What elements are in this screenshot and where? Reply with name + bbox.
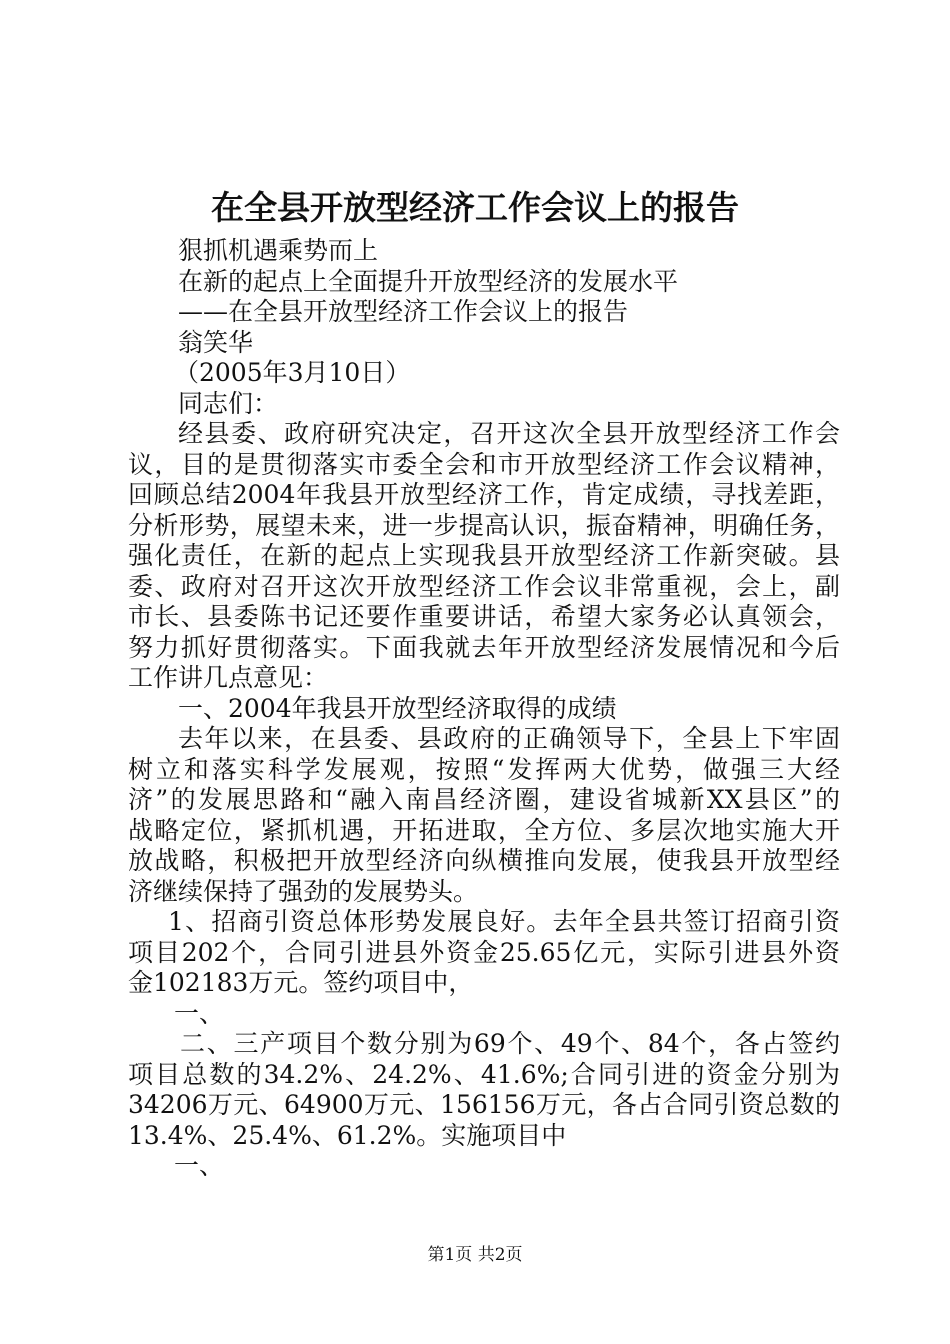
report-date: （2005年3月10日） <box>174 358 411 387</box>
paragraph-line: 战略定位，紧抓机遇，开拓进取，全方位、多层次地实施大开 <box>128 815 840 845</box>
paragraph-overview <box>128 724 840 907</box>
page-footer: 第1页 共2页 <box>427 1245 523 1265</box>
subtitle-line: ——在全县开放型经济工作会议上的报告 <box>178 297 629 326</box>
paragraph-line: 委、政府对召开这次开放型经济工作会议非常重视，会上，副 <box>128 571 840 601</box>
paragraph-line: 金102183万元。签约项目中， <box>128 968 474 997</box>
paragraph-line: 放战略，积极把开放型经济向纵横推向发展，使我县开放型经 <box>128 846 840 875</box>
fragment-line: 一、 <box>174 1151 225 1180</box>
paragraph-line: 去年以来，在县委、县政府的正确领导下，全县上下牢固 <box>178 724 840 753</box>
paragraph-line: 经县委、政府研究决定，召开这次全县开放型经济工作会 <box>178 419 840 448</box>
paragraph-line: 工作讲几点意见： <box>128 663 329 692</box>
section-heading: 一、2004年我县开放型经济取得的成绩 <box>178 693 617 723</box>
paragraph-line: 回顾总结2004年我县开放型经济工作，肯定成绩，寻找差距， <box>128 480 840 509</box>
paragraph-line: 项目202个，合同引进县外资金25.65亿元，实际引进县外资 <box>128 937 840 967</box>
paragraph-line: 议，目的是贯彻落实市委全会和市开放型经济工作会议精神， <box>128 449 840 479</box>
paragraph-line: 分析形势，展望未来，进一步提高认识，振奋精神，明确任务， <box>128 510 840 540</box>
document-body <box>128 236 840 1182</box>
paragraph-line: 济”的发展思路和“融入南昌经济圈，建设省城新XX县区”的 <box>128 785 840 814</box>
paragraph-line: 二、三产项目个数分别为69个、49个、84个，各占签约 <box>180 1029 840 1058</box>
author-name: 翁笑华 <box>178 327 254 357</box>
salutation: 同志们： <box>178 388 279 418</box>
paragraph-line: 努力抓好贯彻落实。下面我就去年开放型经济发展情况和今后 <box>128 632 840 662</box>
paragraph-line: 树立和落实科学发展观，按照“发挥两大优势，做强三大经 <box>128 754 840 784</box>
paragraph-line: 强化责任，在新的起点上实现我县开放型经济工作新突破。县 <box>128 541 840 570</box>
paragraph-line: 13.4%、25.4%、61.2%。实施项目中 <box>128 1120 567 1150</box>
subtitle-line: 在新的起点上全面提升开放型经济的发展水平 <box>178 266 679 296</box>
paragraph-line: 济继续保持了强劲的发展势头。 <box>128 876 479 906</box>
paragraph-line: 市长、县委陈书记还要作重要讲话，希望大家务必认真领会， <box>128 602 840 631</box>
paragraph-line: 1、招商引资总体形势发展良好。去年全县共签订招商引资 <box>168 907 840 936</box>
subtitle-line: 狠抓机遇乘势而上 <box>178 236 379 265</box>
paragraph-line: 项目总数的34.2%、24.2%、41.6%;合同引进的资金分别为 <box>128 1059 840 1089</box>
paragraph-line: 34206万元、64900万元、156156万元，各占合同引资总数的 <box>128 1090 840 1119</box>
document-title: 在全县开放型经济工作会议上的报告 <box>211 188 739 227</box>
paragraph-investment <box>128 907 840 999</box>
paragraph-intro <box>128 419 840 694</box>
fragment-line: 一、 <box>174 998 225 1028</box>
paragraph-industry-stats <box>128 1029 840 1151</box>
